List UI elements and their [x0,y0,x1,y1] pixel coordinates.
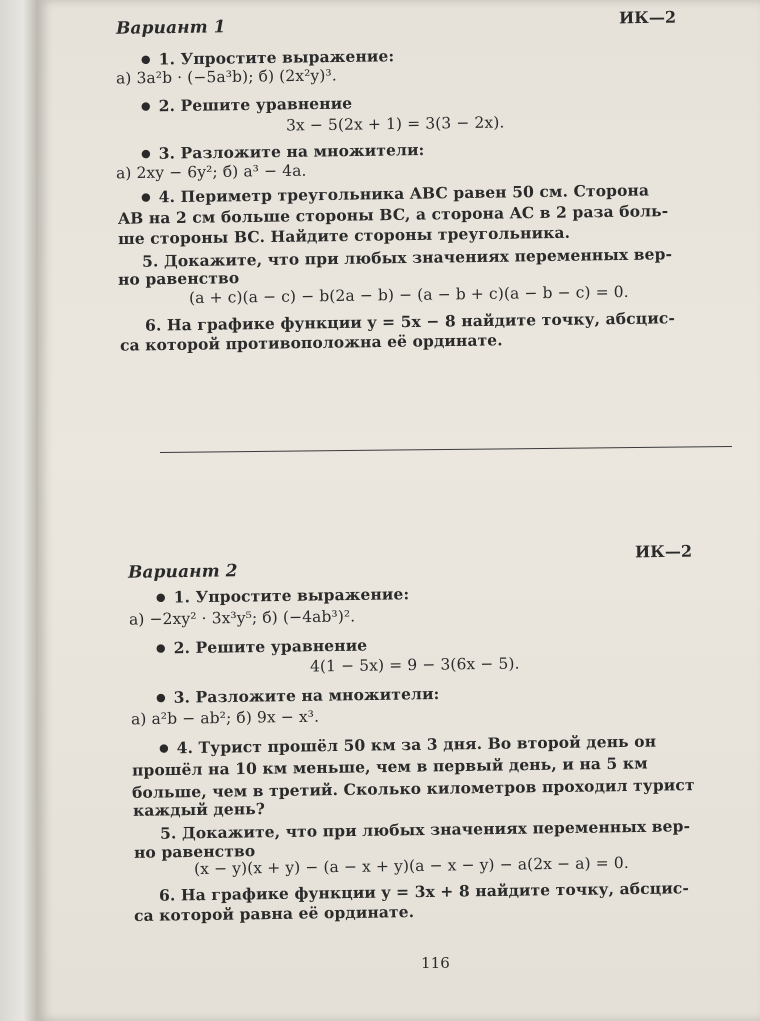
variant2-title: Вариант 2 [127,561,238,583]
v1-task1-heading: ● 1. Упростите выражение: [141,46,394,69]
v1-task6-line2: са которой противоположна её ординате. [119,330,503,355]
v1-task5-line2: но равенство [117,268,240,289]
v2-task6-line2: са которой равна её ординате. [133,902,415,925]
v1-task2-equation: 3x − 5(2x + 1) = 3(3 − 2x). [285,113,505,135]
book-page [38,0,760,1021]
section-divider [160,446,732,453]
page-number: 116 [421,954,450,972]
v2-task5-identity: (x − y)(x + y) − (a − x + y)(a − x − y) − a(2x − a) = 0. [193,853,629,879]
v1-task3-heading: ● 3. Разложите на множители: [141,140,425,163]
v2-task1-heading: ● 1. Упростите выражение: [156,584,409,607]
v2-task4-line1: ● 4. Турист прошёл 50 км за 3 дня. Во второй день он [159,732,656,758]
v2-task4-line3: больше, чем в третий. Сколько километров проходил турист [131,775,695,802]
v1-task2-heading: ● 2. Решите уравнение [141,94,352,116]
v2-task6-line1: 6. На графике функции y = 3x + 8 найдите точку, абсцис- [158,878,690,905]
v1-task5-identity: (a + c)(a − c) − b(2a − b) − (a − b + c)(a − b − c) = 0. [188,282,629,308]
v2-task5-line2: но равенство [133,841,256,862]
variant1-title: Вариант 1 [115,17,226,39]
v1-task4-line3: ше стороны BC. Найдите стороны треугольника. [117,222,571,249]
v1-task1-items: а) 3a²b · (−5a³b); б) (2x²y)³. [115,66,337,88]
v2-task4-line2: прошёл на 10 км меньше, чем в первый день, и на 5 км [131,753,648,780]
v1-task5-line1: 5. Докажите, что при любых значениях переменных вер- [141,244,673,271]
variant1-code: ИК—2 [618,7,677,28]
v2-task3-items: а) a²b − ab²; б) 9x − x³. [130,707,320,729]
v2-task1-items: а) −2xy² · 3x³y⁵; б) (−4ab³)². [128,607,356,629]
v2-task2-equation: 4(1 − 5x) = 9 − 3(6x − 5). [309,654,520,676]
v1-task6-line1: 6. На графике функции y = 5x − 8 найдите точку, абсцис- [144,308,676,335]
v2-task5-line1: 5. Докажите, что при любых значениях переменных вер- [159,816,691,843]
variant2-code: ИК—2 [634,541,693,562]
v2-task4-line4: каждый день? [132,799,266,820]
v2-task2-heading: ● 2. Решите уравнение [156,636,367,658]
v1-task4-line2: AB на 2 см больше стороны BC, а сторона AC в 2 раза боль- [117,201,669,228]
v1-task4-line1: ● 4. Периметр треугольника ABC равен 50 см. Сторона [141,180,649,206]
adjacent-page-edge [0,0,38,1021]
v1-task3-items: а) 2xy − 6y²; б) a³ − 4a. [115,161,307,183]
v2-task3-heading: ● 3. Разложите на множители: [156,684,440,707]
